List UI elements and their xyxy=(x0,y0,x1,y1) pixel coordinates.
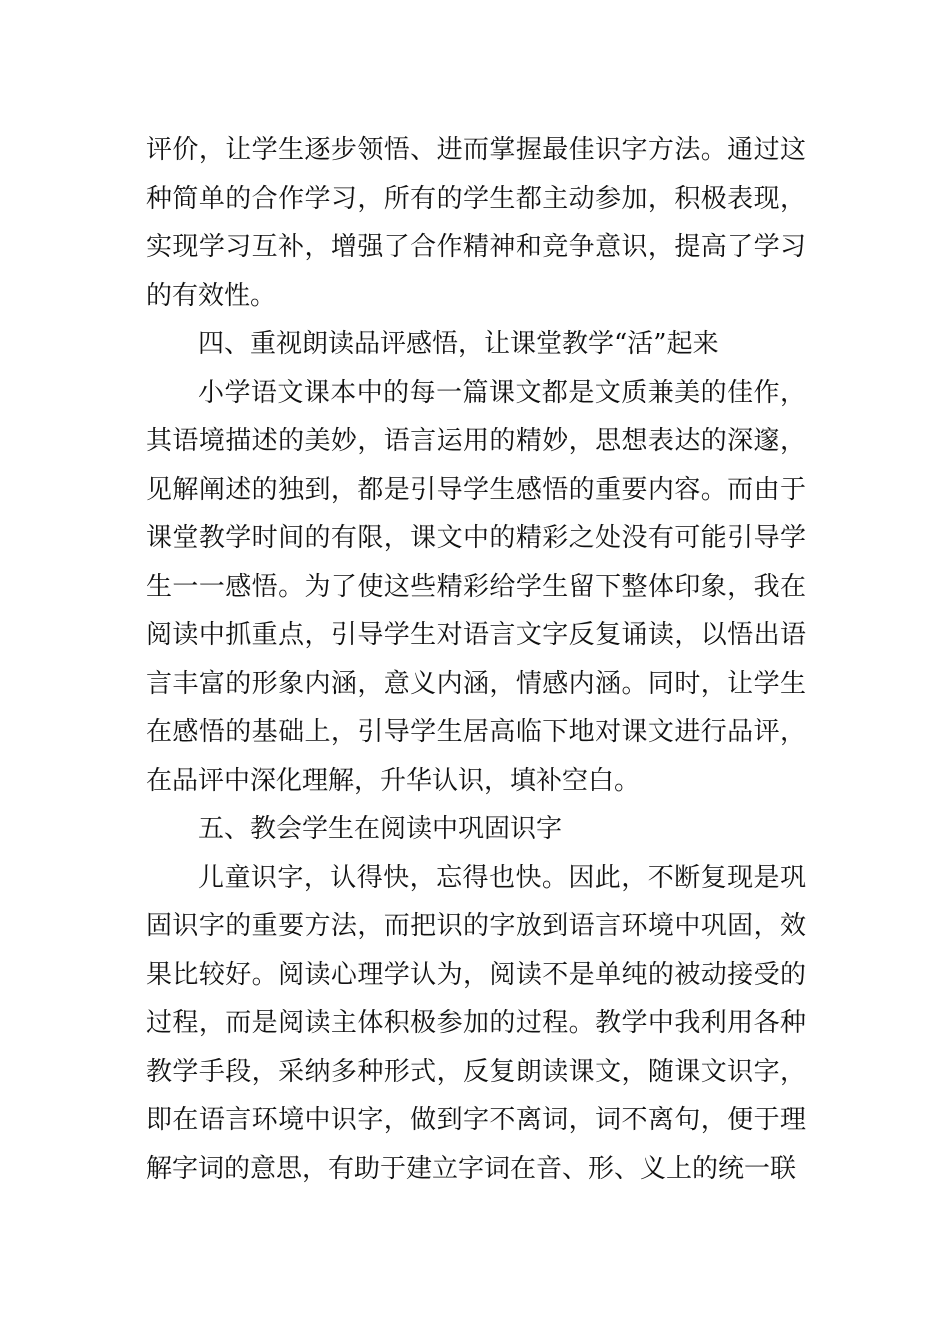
paragraph-continuation: 评价，让学生逐步领悟、进而掌握最佳识字方法。通过这种简单的合作学习，所有的学生都主动参加，积极表现，实现学习互补，增强了合作精神和竞争意识，提高了学习的有效性。 xyxy=(146,135,806,311)
document-body xyxy=(146,126,806,1193)
section-heading-four: 四、重视朗读品评感悟，让课堂教学“活”起来 xyxy=(198,329,719,359)
paragraph-reading-appreciation: 小学语文课本中的每一篇课文都是文质兼美的佳作，其语境描述的美妙，语言运用的精妙，思想表达的深邃，见解阐述的独到，都是引导学生感悟的重要内容。而由于课堂教学时间的有限，课文中的精彩之处没有可能引导学生一一感悟。为了使这些精彩给学生留下整体印象，我在阅读中抓重点，引导学生对语言文字反复诵读，以悟出语言丰富的形象内涵，意义内涵，情感内涵。同时，让学生在感悟的基础上，引导学生居高临下地对课文进行品评，在品评中深化理解，升华认识，填补空白。 xyxy=(146,377,806,796)
paragraph-literacy-consolidation: 儿童识字，认得快，忘得也快。因此，不断复现是巩固识字的重要方法，而把识的字放到语言环境中巩固，效果比较好。阅读心理学认为，阅读不是单纯的被动接受的过程，而是阅读主体积极参加的过程。教学中我利用各种教学手段，采纳多种形式，反复朗读课文，随课文识字，即在语言环境中识字，做到字不离词，词不离句，便于理解字词的意思，有助于建立字词在音、形、义上的统一联 xyxy=(146,862,806,1184)
section-heading-five: 五、教会学生在阅读中巩固识字 xyxy=(198,814,563,844)
